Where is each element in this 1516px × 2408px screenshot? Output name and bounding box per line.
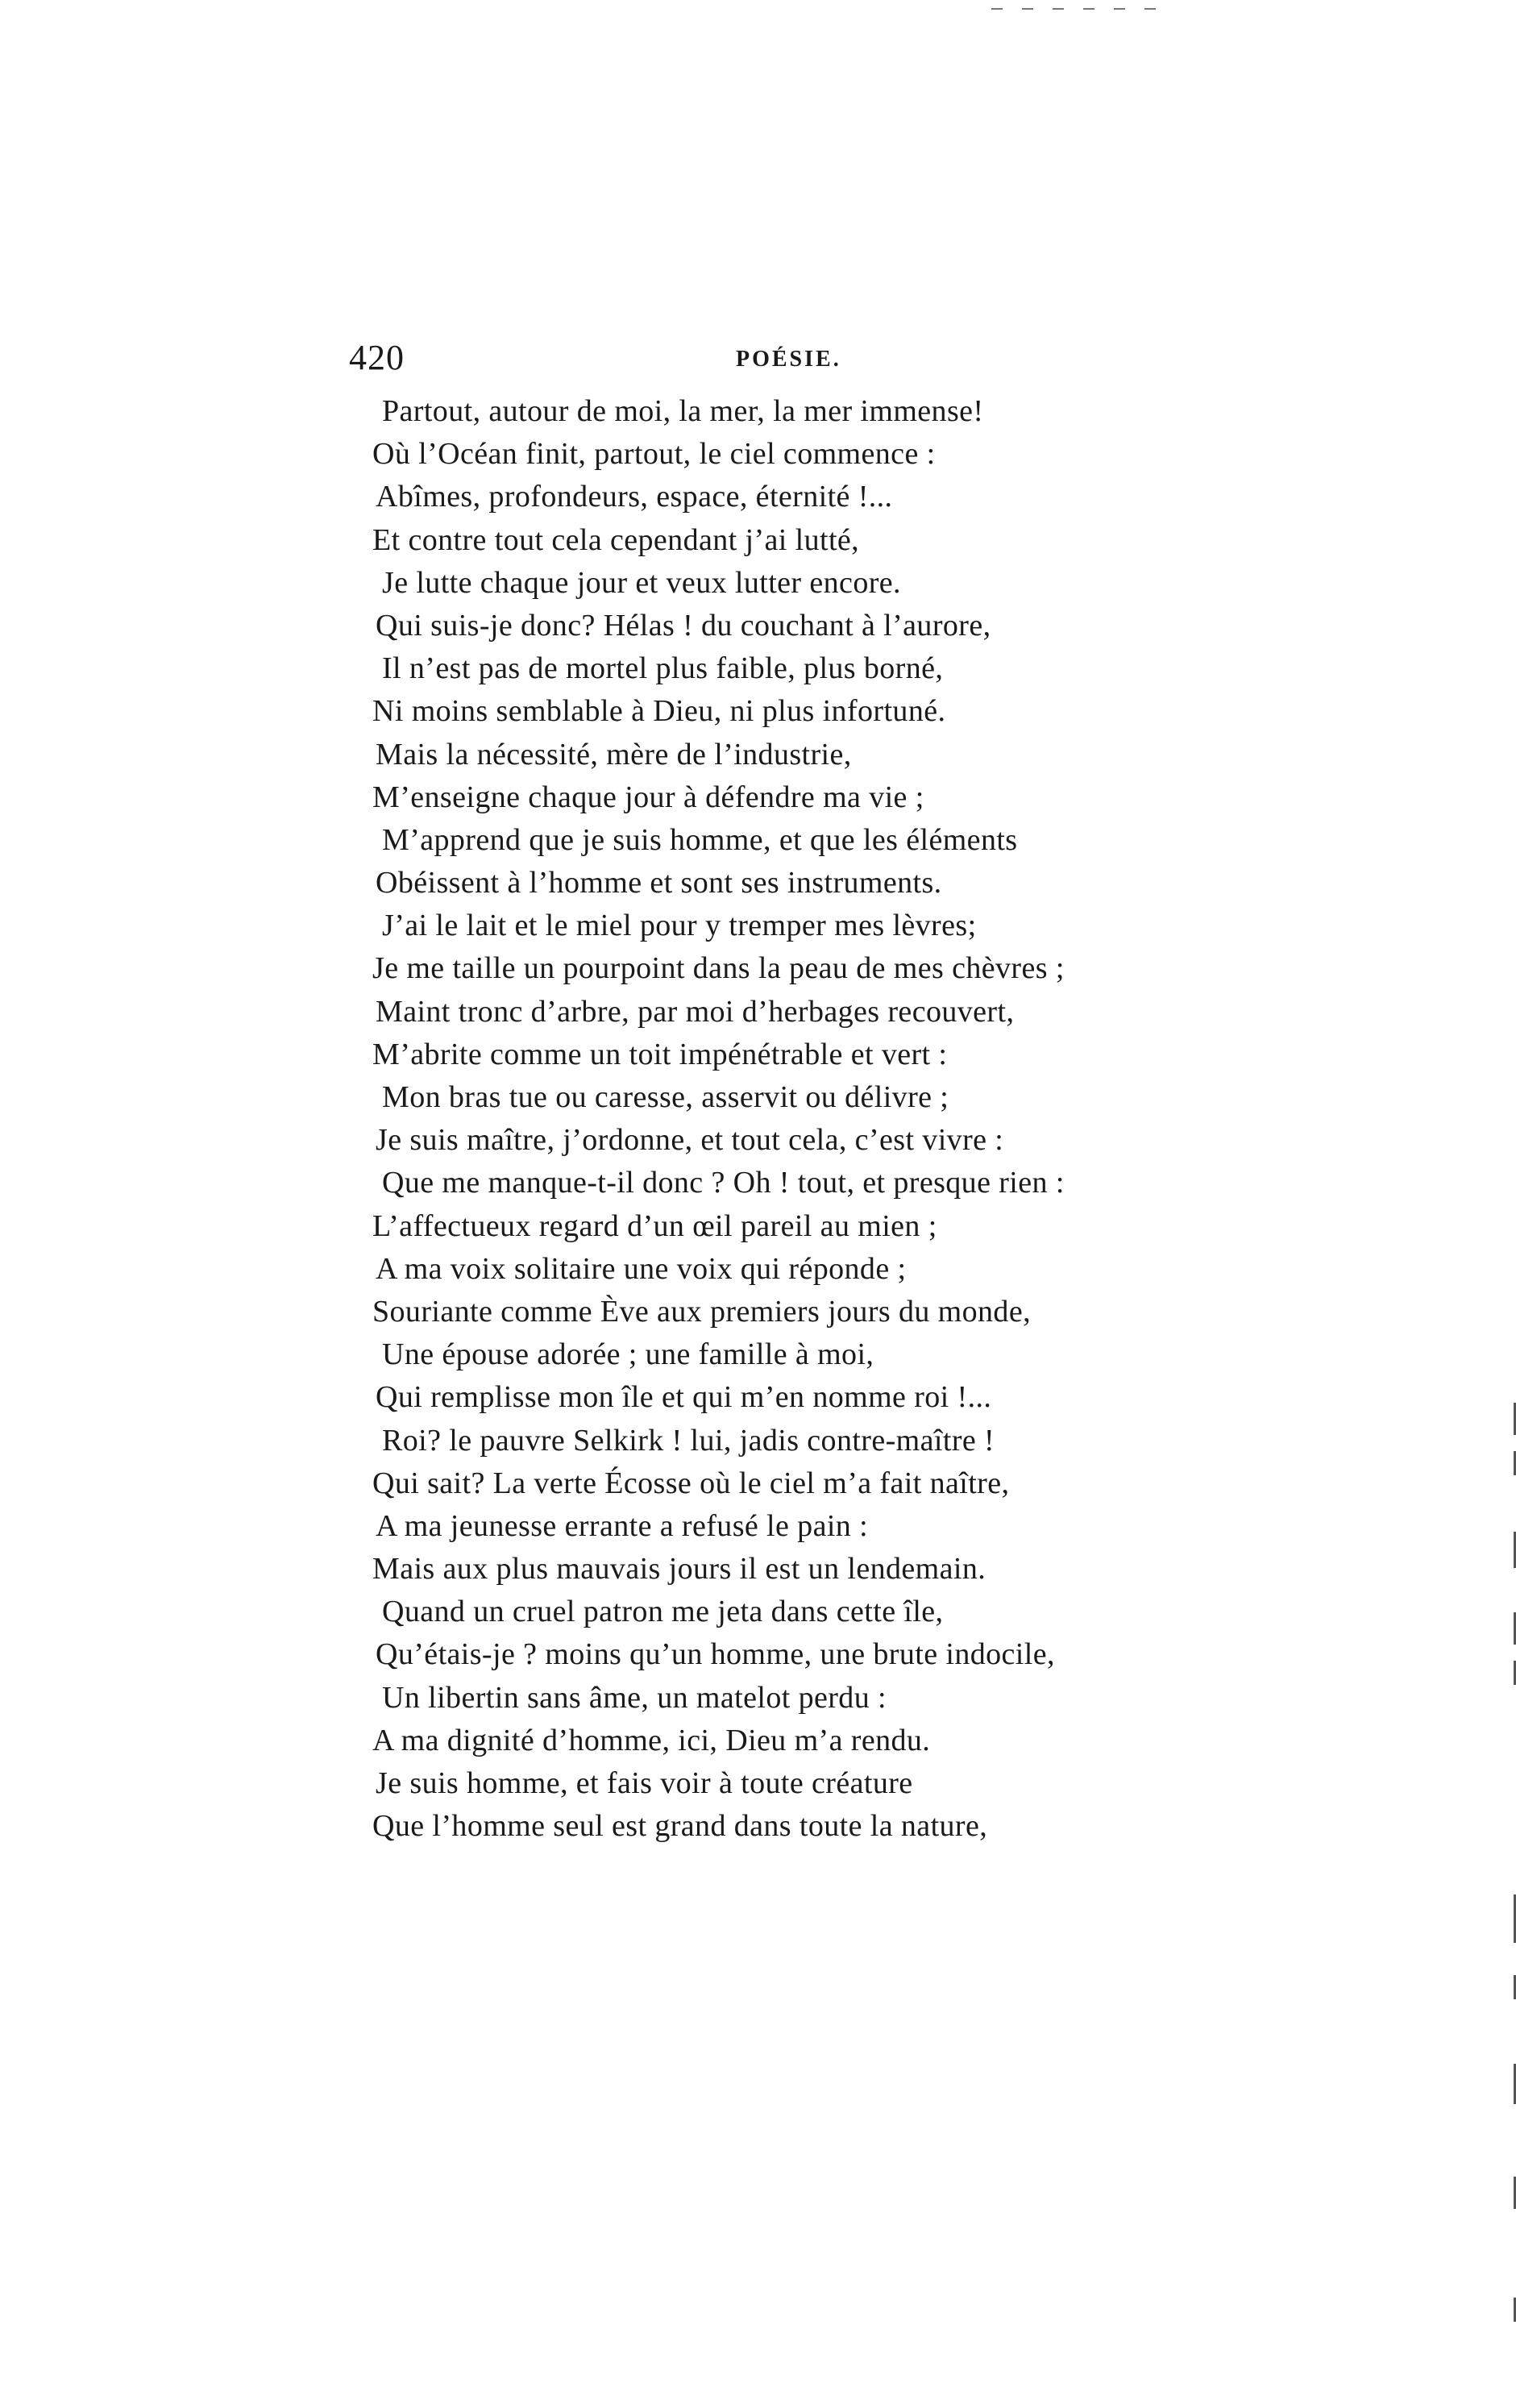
poem-line: Maint tronc d’arbre, par moi d’herbages recouvert, [376,994,1015,1029]
poem-line: Partout, autour de moi, la mer, la mer immense! [382,394,984,428]
poem-line: Qui remplisse mon île et qui m’en nomme roi !... [376,1380,992,1415]
page-number: 420 [349,338,405,377]
poem-line: Je me taille un pourpoint dans la peau de mes chèvres ; [372,951,1065,986]
poem-line: Mon bras tue ou caresse, asservit ou délivre ; [382,1080,949,1114]
poem-line: M’abrite comme un toit impénétrable et vert : [372,1037,948,1071]
poem-line: Une épouse adorée ; une famille à moi, [382,1337,874,1372]
poem-line: Qui suis-je donc? Hélas ! du couchant à l’aurore, [376,608,991,643]
page-header [349,337,1171,385]
scan-mark [1053,8,1064,10]
scan-mark [1022,8,1033,10]
poem-line: Où l’Océan finit, partout, le ciel commence : [372,437,936,472]
poem-line: Je lutte chaque jour et veux lutter encore. [382,565,901,600]
poem-line: L’affectueux regard d’un œil pareil au mien ; [372,1208,937,1243]
poem-line: M’enseigne chaque jour à défendre ma vie ; [372,780,924,814]
scan-mark [1144,8,1156,10]
scan-mark [1114,8,1125,10]
poem-line: Un libertin sans âme, un matelot perdu : [382,1680,887,1715]
poem-line: Souriante comme Ève aux premiers jours du monde, [372,1294,1031,1329]
poem-line: Je suis maître, j’ordonne, et tout cela, c’est vivre : [376,1123,1004,1158]
poem-line: Roi? le pauvre Selkirk ! lui, jadis contre-maître ! [382,1423,995,1458]
poem-line: A ma dignité d’homme, ici, Dieu m’a rendu. [372,1723,931,1757]
poem-line: Et contre tout cela cependant j’ai lutté, [372,522,860,557]
poem-line: Mais la nécessité, mère de l’industrie, [376,737,852,771]
poem-line: Que me manque-t-il donc ? Oh ! tout, et presque rien : [382,1166,1065,1200]
poem-line: Quand un cruel patron me jeta dans cette île, [382,1595,944,1629]
poem-line: Ni moins semblable à Dieu, ni plus infortuné. [372,694,946,729]
poem-line: A ma voix solitaire une voix qui réponde ; [376,1251,907,1286]
poem-line: Qui sait? La verte Écosse où le ciel m’a fait naître, [372,1466,1010,1500]
scan-mark [991,8,1003,10]
poem-text [372,390,1178,1848]
poem-line: Je suis homme, et fais voir à toute créature [376,1766,913,1800]
poem-line: Obéissent à l’homme et sont ses instruments. [376,866,942,900]
scan-mark [1083,8,1094,10]
poem-line: Que l’homme seul est grand dans toute la nature, [372,1809,988,1844]
poem-line: M’apprend que je suis homme, et que les éléments [382,822,1018,857]
poem-line: Abîmes, profondeurs, espace, éternité !... [376,480,893,514]
running-head: POÉSIE. [736,347,841,372]
poem-line: Mais aux plus mauvais jours il est un lendemain. [372,1552,986,1587]
poem-line: A ma jeunesse errante a refusé le pain : [376,1508,869,1543]
poem-line: J’ai le lait et le miel pour y tremper mes lèvres; [382,909,977,943]
poem-line: Il n’est pas de mortel plus faible, plus borné, [382,651,944,686]
poem-line: Qu’étais-je ? moins qu’un homme, une brute indocile, [376,1637,1055,1672]
